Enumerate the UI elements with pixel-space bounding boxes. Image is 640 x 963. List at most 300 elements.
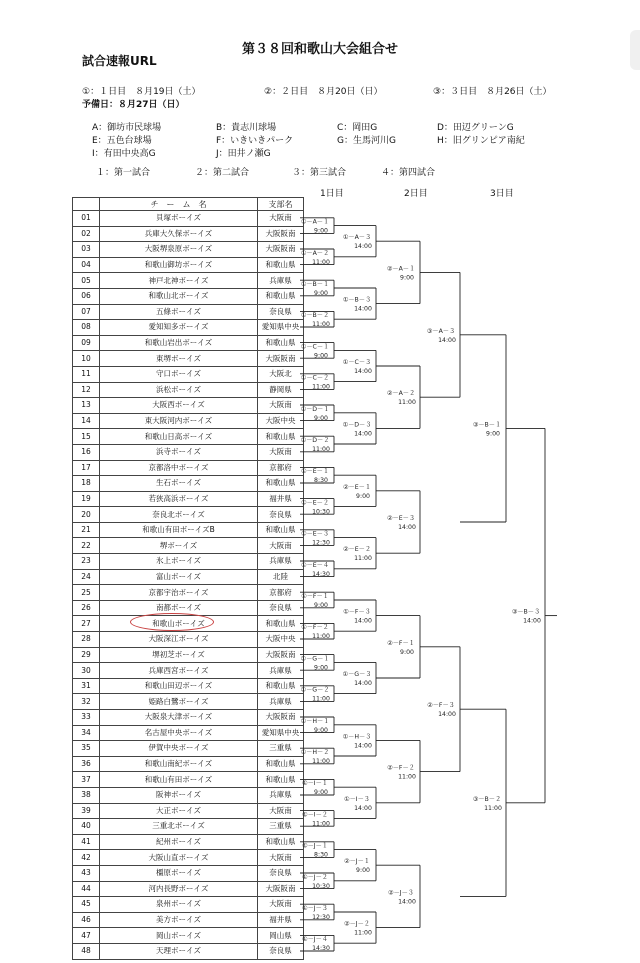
results-url-link[interactable]: 試合速報URL xyxy=(82,54,157,68)
r1-match-label: ①－I－２ xyxy=(302,811,328,819)
team-number: 06 xyxy=(73,288,100,304)
team-name: 東大阪河内ボーイズ xyxy=(100,413,258,429)
r1-match-time: 11:00 xyxy=(312,820,330,828)
team-branch: 和歌山県 xyxy=(258,522,304,538)
table-row xyxy=(73,725,304,741)
team-name: 貝塚ボーイズ xyxy=(100,211,258,227)
team-number: 04 xyxy=(73,257,100,273)
team-branch: 大阪阪南 xyxy=(258,351,304,367)
venue: F：いきいきパーク xyxy=(216,136,294,146)
team-number: 26 xyxy=(73,600,100,616)
venue: I：有田中央高G xyxy=(92,149,156,159)
r1-match-label: ①－A－２ xyxy=(300,249,330,257)
r2-match-time: 14:00 xyxy=(354,243,372,251)
r1-match-time: 10:30 xyxy=(312,508,330,516)
table-row xyxy=(73,538,304,554)
team-branch: 大阪阪南 xyxy=(258,881,304,897)
r1-match-time: 9:00 xyxy=(314,789,328,797)
r1-match-time: 11:00 xyxy=(312,258,330,266)
team-name: 浜寺ボーイズ xyxy=(100,444,258,460)
table-row xyxy=(73,663,304,679)
team-name: 京都宇治ボーイズ xyxy=(100,585,258,601)
team-number: 40 xyxy=(73,819,100,835)
r1-match-label: ①－E－３ xyxy=(300,530,330,538)
table-row xyxy=(73,928,304,944)
team-name: 京都洛中ボーイズ xyxy=(100,460,258,476)
table-row xyxy=(73,351,304,367)
table-row xyxy=(73,304,304,320)
venue: G：生馬河川G xyxy=(337,136,396,146)
team-branch: 大阪南 xyxy=(258,538,304,554)
table-row xyxy=(73,507,304,523)
team-branch: 京都府 xyxy=(258,460,304,476)
r2-match-label: ①－C－３ xyxy=(342,359,372,366)
r3-match-label: ②－J－３ xyxy=(388,889,414,897)
r3-match-label: ②－A－１ xyxy=(386,265,416,273)
team-number: 12 xyxy=(73,382,100,398)
r2-match-time: 14:00 xyxy=(354,430,372,438)
team-name: 浜松ボーイズ xyxy=(100,382,258,398)
team-branch: 奈良県 xyxy=(258,865,304,881)
team-number: 36 xyxy=(73,756,100,772)
r1-match-time: 9:00 xyxy=(314,290,328,297)
team-branch: 奈良県 xyxy=(258,943,304,959)
team-number: 30 xyxy=(73,663,100,679)
r3-match-time: 14:00 xyxy=(398,898,416,906)
team-number: 35 xyxy=(73,741,100,757)
team-name: 兵庫西宮ボーイズ xyxy=(100,663,258,679)
table-row xyxy=(73,366,304,382)
r1-match-time: 9:00 xyxy=(314,352,328,360)
r3-match-time: 14:00 xyxy=(398,524,416,531)
team-branch: 福井県 xyxy=(258,491,304,507)
team-branch: 和歌山県 xyxy=(258,772,304,788)
team-branch: 兵庫県 xyxy=(258,663,304,679)
team-name: 堺ボーイズ xyxy=(100,538,258,554)
r3-match-time: 11:00 xyxy=(398,399,416,407)
team-name: 和歌山有田ボーイズB xyxy=(100,522,258,538)
r1-match-time: 12:30 xyxy=(312,539,330,547)
team-name: 大阪泉大津ボーイズ xyxy=(100,710,258,726)
r2-match-time: 14:00 xyxy=(354,368,372,375)
team-branch: 福井県 xyxy=(258,912,304,928)
team-number: 42 xyxy=(73,850,100,866)
team-name: 姫路白鷺ボーイズ xyxy=(100,694,258,710)
team-number: 03 xyxy=(73,242,100,258)
r1-match-time: 9:00 xyxy=(314,414,328,422)
team-number: 44 xyxy=(73,881,100,897)
team-branch: 大阪阪南 xyxy=(258,242,304,258)
venue: J：田井ノ瀬G xyxy=(216,149,271,159)
r1-match-time: 14:30 xyxy=(312,570,330,578)
r1-match-label: ①－D－２ xyxy=(300,437,330,444)
r4-match-time: 14:00 xyxy=(438,711,456,719)
r1-match-time: 8:30 xyxy=(314,477,328,485)
team-branch: 和歌山県 xyxy=(258,678,304,694)
r1-match-label: ①－C－１ xyxy=(300,343,330,351)
team-name: 兵庫大久保ボーイズ xyxy=(100,226,258,242)
r2-match-label: ①－I－３ xyxy=(344,795,370,803)
table-row xyxy=(73,850,304,866)
team-branch: 岡山県 xyxy=(258,928,304,944)
table-row xyxy=(73,444,304,460)
team-name: 名古屋中央ボーイズ xyxy=(100,725,258,741)
team-number: 46 xyxy=(73,912,100,928)
team-branch: 大阪南 xyxy=(258,444,304,460)
r2-match-label: ①－D－３ xyxy=(342,421,372,429)
r1-match-label: ①－E－１ xyxy=(300,468,330,476)
game-order: ３：第三試合 xyxy=(292,168,347,178)
team-number: 17 xyxy=(73,460,100,476)
team-number: 01 xyxy=(73,211,100,227)
table-row xyxy=(73,460,304,476)
r2-match-label: ②－J－２ xyxy=(344,920,370,928)
team-branch: 和歌山県 xyxy=(258,616,304,632)
r4-match-label: ③－A－３ xyxy=(426,327,456,335)
table-row xyxy=(73,320,304,336)
team-branch: 奈良県 xyxy=(258,600,304,616)
venue: C：岡田G xyxy=(337,123,378,133)
r3-match-label: ②－F－１ xyxy=(387,639,415,647)
team-branch: 三重県 xyxy=(258,819,304,835)
team-name: 和歌山日高ボーイズ xyxy=(100,429,258,445)
team-number: 43 xyxy=(73,865,100,881)
r2-match-time: 11:00 xyxy=(354,929,372,937)
table-row xyxy=(73,897,304,913)
table-row xyxy=(73,647,304,663)
highlight-circle xyxy=(130,613,214,631)
table-row xyxy=(73,257,304,273)
team-branch: 大阪南 xyxy=(258,211,304,227)
r1-match-time: 9:00 xyxy=(314,602,328,609)
team-name: 大阪西ボーイズ xyxy=(100,398,258,414)
final-match-label: ③－B－３ xyxy=(511,608,541,616)
team-branch: 大阪北 xyxy=(258,366,304,382)
team-number: 09 xyxy=(73,335,100,351)
r4-match-label: ②－F－３ xyxy=(427,702,455,710)
day-header: 3日目 xyxy=(490,189,514,199)
team-branch: 和歌山県 xyxy=(258,335,304,351)
team-number: 19 xyxy=(73,491,100,507)
r1-match-label: ①－A－１ xyxy=(300,218,330,226)
team-number: 07 xyxy=(73,304,100,320)
header-no xyxy=(73,198,100,211)
table-row xyxy=(73,211,304,227)
team-name: 河内長野ボーイズ xyxy=(100,881,258,897)
r4-match-time: 14:00 xyxy=(438,336,456,344)
table-row xyxy=(73,476,304,492)
team-branch: 和歌山県 xyxy=(258,257,304,273)
team-name: 五條ボーイズ xyxy=(100,304,258,320)
r1-match-time: 11:00 xyxy=(312,321,330,329)
r2-match-time: 14:00 xyxy=(354,680,372,687)
team-name: 和歌山御坊ボーイズ xyxy=(100,257,258,273)
r1-match-label: ①－J－２ xyxy=(302,873,328,881)
team-number: 11 xyxy=(73,366,100,382)
team-branch: 兵庫県 xyxy=(258,694,304,710)
team-branch: 奈良県 xyxy=(258,304,304,320)
team-branch: 和歌山県 xyxy=(258,429,304,445)
team-name: 富山ボーイズ xyxy=(100,569,258,585)
r1-match-label: ①－J－３ xyxy=(302,905,328,912)
r2-match-label: ②－E－２ xyxy=(342,546,372,554)
team-number: 45 xyxy=(73,897,100,913)
table-row xyxy=(73,335,304,351)
day1-info: ①：１日目 ８月19日（土） xyxy=(82,87,201,97)
r2-match-label: ①－F－３ xyxy=(343,608,371,616)
team-branch: 愛知県中央 xyxy=(258,725,304,741)
team-name: 和歌山田辺ボーイズ xyxy=(100,678,258,694)
team-name: 岡山ボーイズ xyxy=(100,928,258,944)
r2-match-label: ①－H－３ xyxy=(342,733,372,741)
table-row xyxy=(73,382,304,398)
r1-match-label: ①－J－４ xyxy=(302,936,328,944)
team-number: 15 xyxy=(73,429,100,445)
team-number: 18 xyxy=(73,476,100,492)
venue: H：旧グリンピア南紀 xyxy=(437,136,525,146)
team-branch: 京都府 xyxy=(258,585,304,601)
venue: E：五色台球場 xyxy=(92,136,152,146)
table-row xyxy=(73,413,304,429)
table-row xyxy=(73,522,304,538)
r2-match-time: 14:00 xyxy=(354,617,372,625)
team-branch: 和歌山県 xyxy=(258,476,304,492)
table-header-row xyxy=(73,198,304,211)
table-row xyxy=(73,943,304,959)
team-name: 生石ボーイズ xyxy=(100,476,258,492)
r1-match-time: 11:00 xyxy=(312,633,330,641)
r1-match-time: 11:00 xyxy=(312,446,330,453)
table-row xyxy=(73,554,304,570)
day3-info: ③：３日目 ８月26日（土） xyxy=(433,87,552,97)
team-number: 39 xyxy=(73,803,100,819)
r3-match-time: 11:00 xyxy=(398,773,416,781)
team-number: 33 xyxy=(73,710,100,726)
team-name: 紀州ボーイズ xyxy=(100,834,258,850)
team-name: 泉州ボーイズ xyxy=(100,897,258,913)
game-order: ２：第二試合 xyxy=(195,168,250,178)
r3-match-time: 9:00 xyxy=(400,648,414,656)
table-row xyxy=(73,710,304,726)
table-row xyxy=(73,834,304,850)
team-number: 28 xyxy=(73,632,100,648)
team-number: 20 xyxy=(73,507,100,523)
team-name: 天理ボーイズ xyxy=(100,943,258,959)
r1-match-label: ①－H－１ xyxy=(300,717,330,725)
team-name: 三重北ボーイズ xyxy=(100,819,258,835)
r1-match-label: ①－E－４ xyxy=(300,561,330,569)
table-row xyxy=(73,632,304,648)
team-branch: 大阪中央 xyxy=(258,632,304,648)
team-number: 14 xyxy=(73,413,100,429)
team-branch: 静岡県 xyxy=(258,382,304,398)
r3-match-label: ②－A－２ xyxy=(386,390,416,398)
page-title: 第３８回和歌山大会組合せ xyxy=(241,42,398,57)
table-row xyxy=(73,819,304,835)
game-order: ４：第四試合 xyxy=(381,168,436,178)
game-order: １：第一試合 xyxy=(96,168,151,178)
table-row xyxy=(73,787,304,803)
table-row xyxy=(73,694,304,710)
team-number: 21 xyxy=(73,522,100,538)
r2-match-label: ②－J－１ xyxy=(344,858,370,866)
team-branch: 三重県 xyxy=(258,741,304,757)
team-name: 大阪深江ボーイズ xyxy=(100,632,258,648)
final-match-time: 14:00 xyxy=(523,617,541,625)
header-team: チ ー ム 名 xyxy=(100,198,258,211)
team-branch: 大阪南 xyxy=(258,398,304,414)
r2-match-time: 14:00 xyxy=(354,804,372,812)
team-name: 神戸北神ボーイズ xyxy=(100,273,258,289)
team-branch: 愛知県中央 xyxy=(258,320,304,336)
r1-match-time: 12:30 xyxy=(312,914,330,921)
team-number: 37 xyxy=(73,772,100,788)
team-branch: 大阪南 xyxy=(258,850,304,866)
r2-match-time: 14:00 xyxy=(354,742,372,750)
r1-match-label: ①－E－２ xyxy=(300,499,330,507)
team-name: 和歌山有田ボーイズ xyxy=(100,772,258,788)
r2-match-label: ①－B－３ xyxy=(342,296,372,304)
team-branch: 大阪阪南 xyxy=(258,710,304,726)
team-number: 47 xyxy=(73,928,100,944)
reserve-day: 予備日：８月27日（日） xyxy=(82,100,185,110)
team-number: 13 xyxy=(73,398,100,414)
team-number: 22 xyxy=(73,538,100,554)
r1-match-label: ①－J－１ xyxy=(302,842,328,850)
team-name: 橿原ボーイズ xyxy=(100,865,258,881)
day-header: 1日目 xyxy=(320,189,344,199)
table-row xyxy=(73,273,304,289)
r1-match-time: 14:30 xyxy=(312,945,330,953)
team-number: 24 xyxy=(73,569,100,585)
header-branch: 支部名 xyxy=(258,198,304,211)
team-name: 奈良北ボーイズ xyxy=(100,507,258,523)
team-number: 34 xyxy=(73,725,100,741)
team-branch: 大阪中央 xyxy=(258,413,304,429)
table-row xyxy=(73,912,304,928)
day2-info: ②：２日目 ８月20日（日） xyxy=(264,87,383,97)
table-row xyxy=(73,881,304,897)
r1-match-label: ①－C－２ xyxy=(300,374,330,382)
table-row xyxy=(73,226,304,242)
venue: B：貴志川球場 xyxy=(216,123,277,133)
team-name: 氷上ボーイズ xyxy=(100,554,258,570)
team-number: 05 xyxy=(73,273,100,289)
team-number: 31 xyxy=(73,678,100,694)
team-name: 南都ボーイズ xyxy=(100,600,258,616)
r2-match-label: ②－E－１ xyxy=(342,483,372,491)
r3-match-time: 9:00 xyxy=(400,274,414,282)
table-row xyxy=(73,756,304,772)
r2-match-time: 14:00 xyxy=(354,305,372,313)
team-number: 25 xyxy=(73,585,100,601)
team-number: 10 xyxy=(73,351,100,367)
team-branch: 和歌山県 xyxy=(258,288,304,304)
r2-match-time: 9:00 xyxy=(356,492,370,500)
team-number: 38 xyxy=(73,787,100,803)
r1-match-label: ①－D－１ xyxy=(300,405,330,413)
semifinal-label: ③－B－１ xyxy=(472,421,502,429)
table-row xyxy=(73,491,304,507)
venue: A：御坊市民球場 xyxy=(92,123,162,133)
team-name: 愛知知多ボーイズ xyxy=(100,320,258,336)
venue: D：田辺グリーンG xyxy=(437,123,514,133)
r2-match-label: ①－G－３ xyxy=(342,671,372,678)
r1-match-time: 8:30 xyxy=(314,851,328,859)
semifinal-label: ③－B－２ xyxy=(472,795,502,803)
r2-match-time: 9:00 xyxy=(356,867,370,875)
team-name: 和歌山北ボーイズ xyxy=(100,288,258,304)
team-branch: 兵庫県 xyxy=(258,787,304,803)
team-table xyxy=(72,197,304,960)
r1-match-time: 11:00 xyxy=(312,758,330,765)
r1-match-time: 9:00 xyxy=(314,227,328,235)
day-header: 2日目 xyxy=(404,189,428,199)
team-name: 和歌山南紀ボーイズ xyxy=(100,756,258,772)
r1-match-label: ①－G－１ xyxy=(300,655,330,663)
team-number: 27 xyxy=(73,616,100,632)
team-branch: 大阪阪南 xyxy=(258,647,304,663)
r1-match-time: 9:00 xyxy=(314,664,328,672)
table-row xyxy=(73,288,304,304)
team-name: 和歌山岩出ボーイズ xyxy=(100,335,258,351)
r1-match-label: ①－I－１ xyxy=(302,780,328,788)
table-row xyxy=(73,741,304,757)
r1-match-label: ①－B－２ xyxy=(300,312,330,320)
r1-match-label: ①－F－１ xyxy=(301,593,329,600)
table-row xyxy=(73,242,304,258)
table-row xyxy=(73,569,304,585)
team-name: 伊賀中央ボーイズ xyxy=(100,741,258,757)
team-branch: 大阪南 xyxy=(258,803,304,819)
r1-match-label: ①－F－２ xyxy=(301,624,329,632)
semifinal-time: 9:00 xyxy=(486,430,500,438)
r2-match-time: 11:00 xyxy=(354,555,372,563)
team-branch: 大阪南 xyxy=(258,897,304,913)
team-branch: 大阪阪南 xyxy=(258,226,304,242)
table-row xyxy=(73,678,304,694)
team-number: 32 xyxy=(73,694,100,710)
team-branch: 和歌山県 xyxy=(258,756,304,772)
team-name: 若狭高浜ボーイズ xyxy=(100,491,258,507)
team-number: 16 xyxy=(73,444,100,460)
team-number: 02 xyxy=(73,226,100,242)
team-number: 29 xyxy=(73,647,100,663)
team-branch: 兵庫県 xyxy=(258,554,304,570)
team-name: 大阪堺泉原ボーイズ xyxy=(100,242,258,258)
team-number: 23 xyxy=(73,554,100,570)
team-number: 48 xyxy=(73,943,100,959)
team-name: 美方ボーイズ xyxy=(100,912,258,928)
team-branch: 北陸 xyxy=(258,569,304,585)
table-row xyxy=(73,398,304,414)
team-name: 大阪山直ボーイズ xyxy=(100,850,258,866)
r3-match-label: ②－F－２ xyxy=(387,764,415,772)
team-name: 堺初芝ボーイズ xyxy=(100,647,258,663)
team-branch: 奈良県 xyxy=(258,507,304,523)
team-number: 41 xyxy=(73,834,100,850)
r1-match-label: ①－H－２ xyxy=(300,749,330,756)
team-branch: 兵庫県 xyxy=(258,273,304,289)
r3-match-label: ②－E－３ xyxy=(386,515,416,522)
table-row xyxy=(73,865,304,881)
r1-match-time: 10:30 xyxy=(312,882,330,890)
team-number: 08 xyxy=(73,320,100,336)
team-name: 東堺ボーイズ xyxy=(100,351,258,367)
r2-match-label: ①－A－３ xyxy=(342,234,372,242)
r1-match-time: 11:00 xyxy=(312,695,330,703)
r1-match-time: 11:00 xyxy=(312,383,330,391)
